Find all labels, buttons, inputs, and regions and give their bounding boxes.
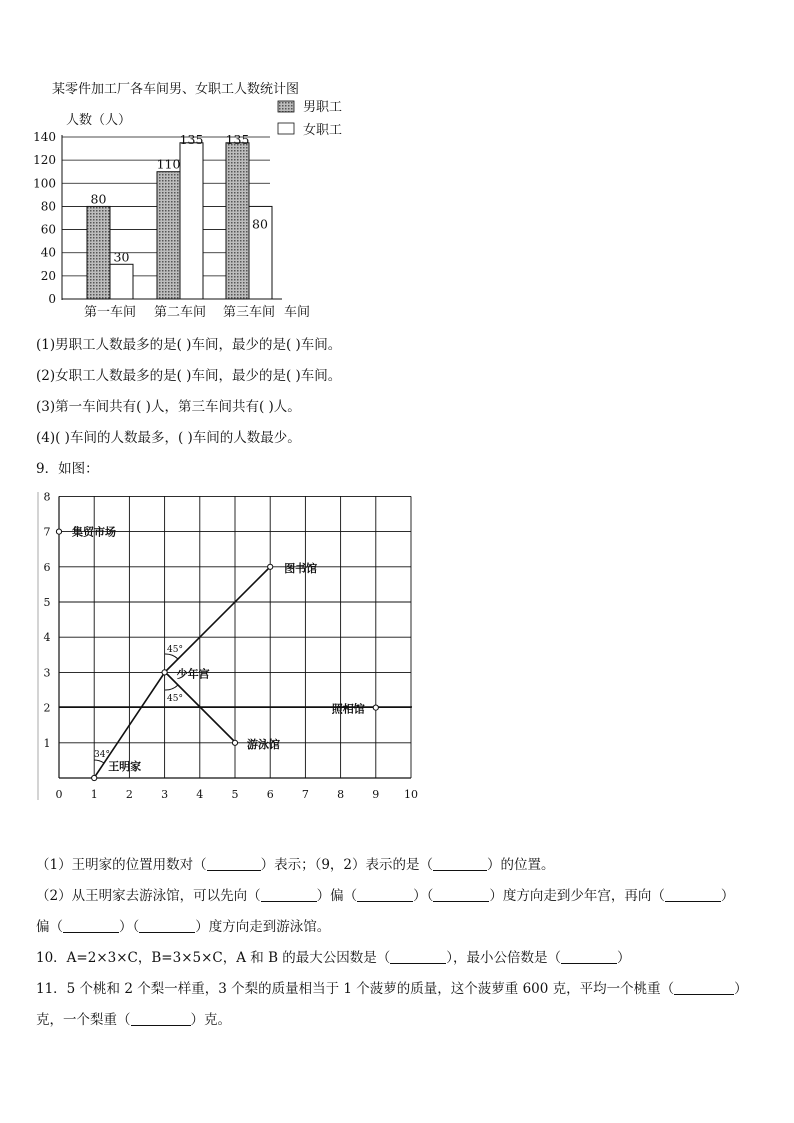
y-tick-label: 5 bbox=[43, 596, 51, 609]
coordinate-grid bbox=[0, 480, 794, 810]
q9-l3-text-a: 偏（ bbox=[36, 919, 63, 935]
angle-arc-bottom bbox=[165, 685, 178, 690]
answer-blank[interactable] bbox=[63, 920, 119, 933]
answer-blank[interactable] bbox=[665, 889, 721, 902]
legend-swatch-female bbox=[278, 123, 294, 134]
legend-label-male: 男职工 bbox=[303, 100, 343, 115]
y-tick-label: 4 bbox=[43, 631, 51, 645]
y-tick-label: 7 bbox=[43, 525, 51, 539]
y-tick-label: 140 bbox=[33, 130, 56, 144]
y-tick-label: 100 bbox=[33, 176, 56, 191]
y-tick-label: 80 bbox=[40, 199, 56, 214]
answer-blank[interactable] bbox=[207, 858, 261, 871]
q11-line-2 bbox=[36, 1008, 231, 1028]
y-tick-label: 40 bbox=[40, 245, 56, 260]
q11-line-1 bbox=[36, 977, 748, 997]
angle-arc-home bbox=[94, 760, 104, 763]
bar-female bbox=[180, 143, 203, 299]
q9-l1-text-b: ）表示；（9，2）表示的是（ bbox=[260, 857, 434, 873]
q9-l2-text-e: ） bbox=[720, 888, 735, 904]
y-tick-label: 6 bbox=[43, 560, 51, 574]
answer-blank[interactable] bbox=[357, 889, 413, 902]
x-tick-label: 0 bbox=[55, 788, 63, 801]
bar-value-label: 30 bbox=[113, 249, 130, 265]
bar-male bbox=[157, 172, 180, 299]
legend-label-female: 女职工 bbox=[303, 123, 343, 138]
answer-blank[interactable] bbox=[261, 889, 317, 902]
answer-blank[interactable] bbox=[139, 920, 195, 933]
bar-value-label: 135 bbox=[179, 131, 204, 147]
q10-text-b: ），最小公倍数是（ bbox=[446, 950, 562, 966]
q9-l3-text-c: ）度方向走到游泳馆。 bbox=[195, 919, 331, 935]
q10-text-c: ） bbox=[617, 950, 631, 966]
x-tick-label: 7 bbox=[301, 788, 309, 801]
x-tick-label: 10 bbox=[404, 788, 418, 801]
q9-l1-text-c: ）的位置。 bbox=[487, 857, 555, 873]
place-point bbox=[92, 775, 97, 780]
place-label: 王明家 bbox=[108, 760, 142, 773]
place-point bbox=[56, 529, 61, 534]
q11-text-a: 11．5 个桃和 2 个梨一样重，3 个梨的质量相当于 1 个菠萝的质量，这个菠萝重 600 克，平均一个桃重（ bbox=[36, 981, 675, 997]
answer-blank[interactable] bbox=[390, 951, 446, 964]
q9-l2-text-c: ）（ bbox=[413, 888, 434, 904]
q11-text-b: ） bbox=[734, 981, 748, 997]
legend-swatch-male bbox=[278, 101, 294, 112]
y-tick-label: 8 bbox=[43, 490, 51, 504]
answer-blank[interactable] bbox=[674, 982, 734, 995]
bar-chart bbox=[0, 0, 794, 330]
answer-blank[interactable] bbox=[561, 951, 617, 964]
place-label: 集贸市场 bbox=[72, 525, 116, 539]
q8-line-2: (2)女职工人数最多的是( )车间，最少的是( )车间。 bbox=[36, 368, 342, 384]
q9-l1-text-a: （1）王明家的位置用数对（ bbox=[36, 857, 207, 873]
x-tick-label: 6 bbox=[266, 788, 274, 801]
y-tick-label: 20 bbox=[40, 268, 56, 283]
answer-blank[interactable] bbox=[131, 1013, 191, 1026]
place-label: 游泳馆 bbox=[247, 737, 280, 751]
q10-text-a: 10．A=2×3×C，B=3×5×C，A 和 B 的最大公因数是（ bbox=[36, 950, 391, 966]
bar-value-label: 110 bbox=[156, 156, 181, 172]
chart-title: 某零件加工厂各车间男、女职工人数统计图 bbox=[52, 82, 300, 97]
bar-value-label: 135 bbox=[225, 131, 250, 147]
x-tick-label: 5 bbox=[231, 788, 239, 801]
q8-line-4: (4)( )车间的人数最多，( )车间的人数最少。 bbox=[36, 430, 301, 446]
q9-l2-text-a: （2）从王明家去游泳馆，可以先向（ bbox=[36, 888, 261, 904]
y-tick-label: 60 bbox=[40, 222, 56, 237]
place-label: 照相馆 bbox=[331, 702, 365, 716]
bar-female bbox=[110, 264, 133, 299]
x-axis-label: 车间 bbox=[284, 305, 311, 320]
y-tick-label: 2 bbox=[43, 701, 51, 715]
angle-label-bottom: 45° bbox=[167, 694, 183, 704]
q8-line-1: (1)男职工人数最多的是( )车间，最少的是( )车间。 bbox=[36, 337, 342, 353]
q9-l3-text-b: ）（ bbox=[119, 919, 140, 935]
legend bbox=[278, 100, 342, 138]
bar-male bbox=[87, 206, 110, 299]
y-tick-label: 3 bbox=[43, 666, 51, 680]
q8-line-3: (3)第一车间共有( )人，第三车间共有( )人。 bbox=[36, 399, 301, 415]
q9-line-2 bbox=[36, 884, 734, 904]
answer-blank[interactable] bbox=[433, 858, 487, 871]
q11-text-d: ）克。 bbox=[190, 1012, 231, 1028]
angle-label-home: 34° bbox=[94, 750, 110, 760]
y-axis-label: 人数（人） bbox=[66, 113, 132, 128]
place-point bbox=[268, 564, 273, 569]
q10-line bbox=[36, 946, 631, 966]
y-tick-label: 0 bbox=[48, 292, 56, 306]
place-point bbox=[232, 740, 237, 745]
x-tick-label: 1 bbox=[90, 788, 98, 801]
bar-value-label: 80 bbox=[252, 216, 268, 232]
angle-label-top: 45° bbox=[167, 645, 183, 655]
x-tick-label: 2 bbox=[125, 788, 133, 801]
y-tick-label: 120 bbox=[33, 153, 56, 168]
category-label: 第三车间 bbox=[222, 305, 276, 320]
category-label: 第一车间 bbox=[83, 305, 137, 320]
q9-line-3 bbox=[36, 915, 330, 935]
y-tick-label: 1 bbox=[43, 736, 51, 750]
bar-male bbox=[226, 143, 249, 299]
q9-l2-text-d: ）度方向走到少年宫，再向（ bbox=[489, 888, 665, 904]
bar-value-label: 80 bbox=[90, 191, 107, 207]
x-tick-label: 9 bbox=[372, 788, 380, 801]
place-label: 少年宫 bbox=[176, 667, 210, 681]
x-tick-label: 8 bbox=[337, 788, 345, 801]
q9-heading: 9．如图： bbox=[36, 461, 99, 477]
category-label: 第二车间 bbox=[153, 305, 207, 320]
route-youth-palace-to-library bbox=[165, 567, 270, 672]
place-point bbox=[162, 670, 167, 675]
q9-line-1 bbox=[36, 853, 555, 873]
x-tick-label: 3 bbox=[161, 788, 169, 801]
q11-text-c: 克，一个梨重（ bbox=[36, 1012, 131, 1028]
x-tick-label: 4 bbox=[196, 788, 204, 801]
place-point bbox=[373, 705, 378, 710]
place-label: 图书馆 bbox=[284, 561, 318, 575]
answer-blank[interactable] bbox=[433, 889, 489, 902]
q9-l2-text-b: ）偏（ bbox=[316, 888, 358, 904]
